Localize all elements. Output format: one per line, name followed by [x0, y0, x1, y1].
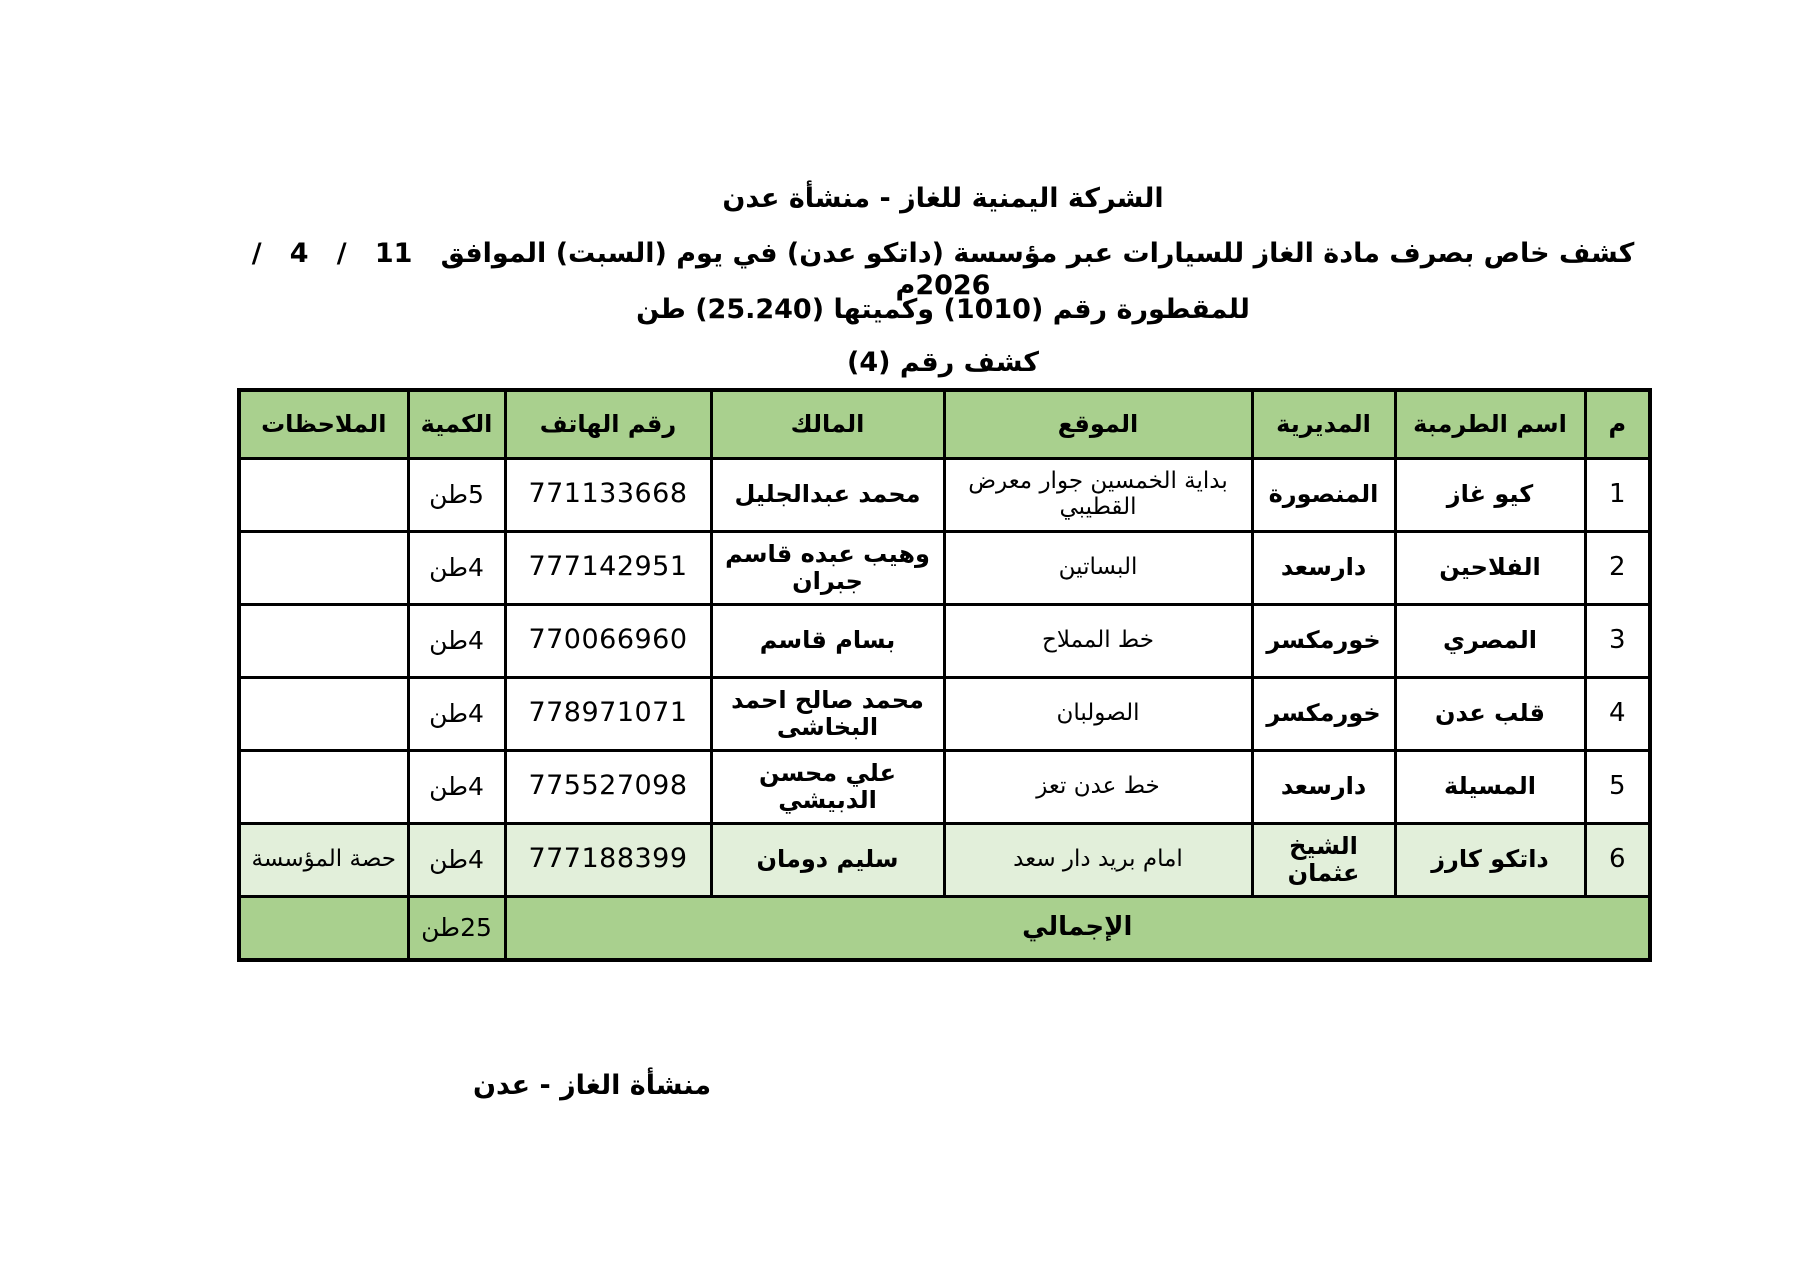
header-directorate: المديرية — [1252, 390, 1395, 458]
cell-no: 4 — [1585, 677, 1650, 750]
cell-directorate: خورمكسر — [1252, 677, 1395, 750]
header-qty: الكمية — [408, 390, 505, 458]
cell-phone: 775527098 — [505, 750, 711, 823]
cell-pump: كيو غاز — [1395, 458, 1585, 531]
cell-directorate: الشيخ عثمان — [1252, 823, 1395, 896]
header-phone: رقم الهاتف — [505, 390, 711, 458]
cell-owner: وهيب عبده قاسم جبران — [711, 531, 944, 604]
cell-pump: المصري — [1395, 604, 1585, 677]
cell-directorate: المنصورة — [1252, 458, 1395, 531]
header-notes: الملاحظات — [239, 390, 408, 458]
cell-pump: الفلاحين — [1395, 531, 1585, 604]
total-label-cell: الإجمالي — [505, 896, 1650, 960]
cell-pump: المسيلة — [1395, 750, 1585, 823]
cell-phone: 771133668 — [505, 458, 711, 531]
cell-pump: قلب عدن — [1395, 677, 1585, 750]
cell-no: 5 — [1585, 750, 1650, 823]
cell-owner: محمد عبدالجليل — [711, 458, 944, 531]
table-row-highlighted — [239, 823, 1650, 896]
cell-directorate: دارسعد — [1252, 750, 1395, 823]
cell-phone: 770066960 — [505, 604, 711, 677]
cell-no: 3 — [1585, 604, 1650, 677]
document-content — [232, 0, 1649, 1272]
cell-location: امام بريد دار سعد — [944, 823, 1252, 896]
cell-owner: سليم دومان — [711, 823, 944, 896]
header-no: م — [1585, 390, 1650, 458]
cell-owner: علي محسن الدبيشي — [711, 750, 944, 823]
cell-qty: 4طن — [408, 531, 505, 604]
cell-location: الصولبان — [944, 677, 1252, 750]
table-row — [239, 531, 1650, 604]
cell-phone: 777142951 — [505, 531, 711, 604]
cell-directorate: دارسعد — [1252, 531, 1395, 604]
dispatch-table — [237, 388, 1652, 962]
cell-qty: 4طن — [408, 604, 505, 677]
cell-qty: 4طن — [408, 750, 505, 823]
cell-no: 6 — [1585, 823, 1650, 896]
table-header-row — [239, 390, 1650, 458]
table-total-row — [239, 896, 1650, 960]
total-qty-cell: 25طن — [408, 896, 505, 960]
company-title: الشركة اليمنية للغاز - منشأة عدن — [722, 183, 1164, 214]
cell-notes: حصة المؤسسة — [239, 823, 408, 896]
cell-phone: 778971071 — [505, 677, 711, 750]
cell-notes — [239, 531, 408, 604]
cell-phone: 777188399 — [505, 823, 711, 896]
cell-owner: بسام قاسم — [711, 604, 944, 677]
cell-notes — [239, 458, 408, 531]
cell-notes — [239, 750, 408, 823]
cell-qty: 5طن — [408, 458, 505, 531]
cell-qty: 4طن — [408, 677, 505, 750]
cell-directorate: خورمكسر — [1252, 604, 1395, 677]
cell-no: 1 — [1585, 458, 1650, 531]
cell-notes — [239, 604, 408, 677]
statement-description: كشف خاص بصرف مادة الغاز للسيارات عبر مؤسسة (داتكو عدن) في يوم (السبت) الموافق 11 / 4 / 2026م — [232, 238, 1635, 302]
cell-notes — [239, 677, 408, 750]
trailer-info: للمقطورة رقم (1010) وكميتها (25.240) طن — [636, 294, 1250, 325]
table-row — [239, 750, 1650, 823]
cell-owner: محمد صالح احمد البخاشى — [711, 677, 944, 750]
header-location: الموقع — [944, 390, 1252, 458]
table-row — [239, 458, 1650, 531]
cell-no: 2 — [1585, 531, 1650, 604]
header-owner: المالك — [711, 390, 944, 458]
cell-qty: 4طن — [408, 823, 505, 896]
sheet-number: كشف رقم (4) — [846, 347, 1039, 378]
cell-location: خط المملاح — [944, 604, 1252, 677]
cell-location: بداية الخمسين جوار معرض القطيبي — [944, 458, 1252, 531]
facility-signature: منشأة الغاز - عدن — [473, 1070, 712, 1101]
cell-location: البساتين — [944, 531, 1252, 604]
total-notes-cell — [239, 896, 408, 960]
table-row — [239, 604, 1650, 677]
cell-pump: داتكو كارز — [1395, 823, 1585, 896]
table-row — [239, 677, 1650, 750]
header-pump: اسم الطرمبة — [1395, 390, 1585, 458]
cell-location: خط عدن تعز — [944, 750, 1252, 823]
